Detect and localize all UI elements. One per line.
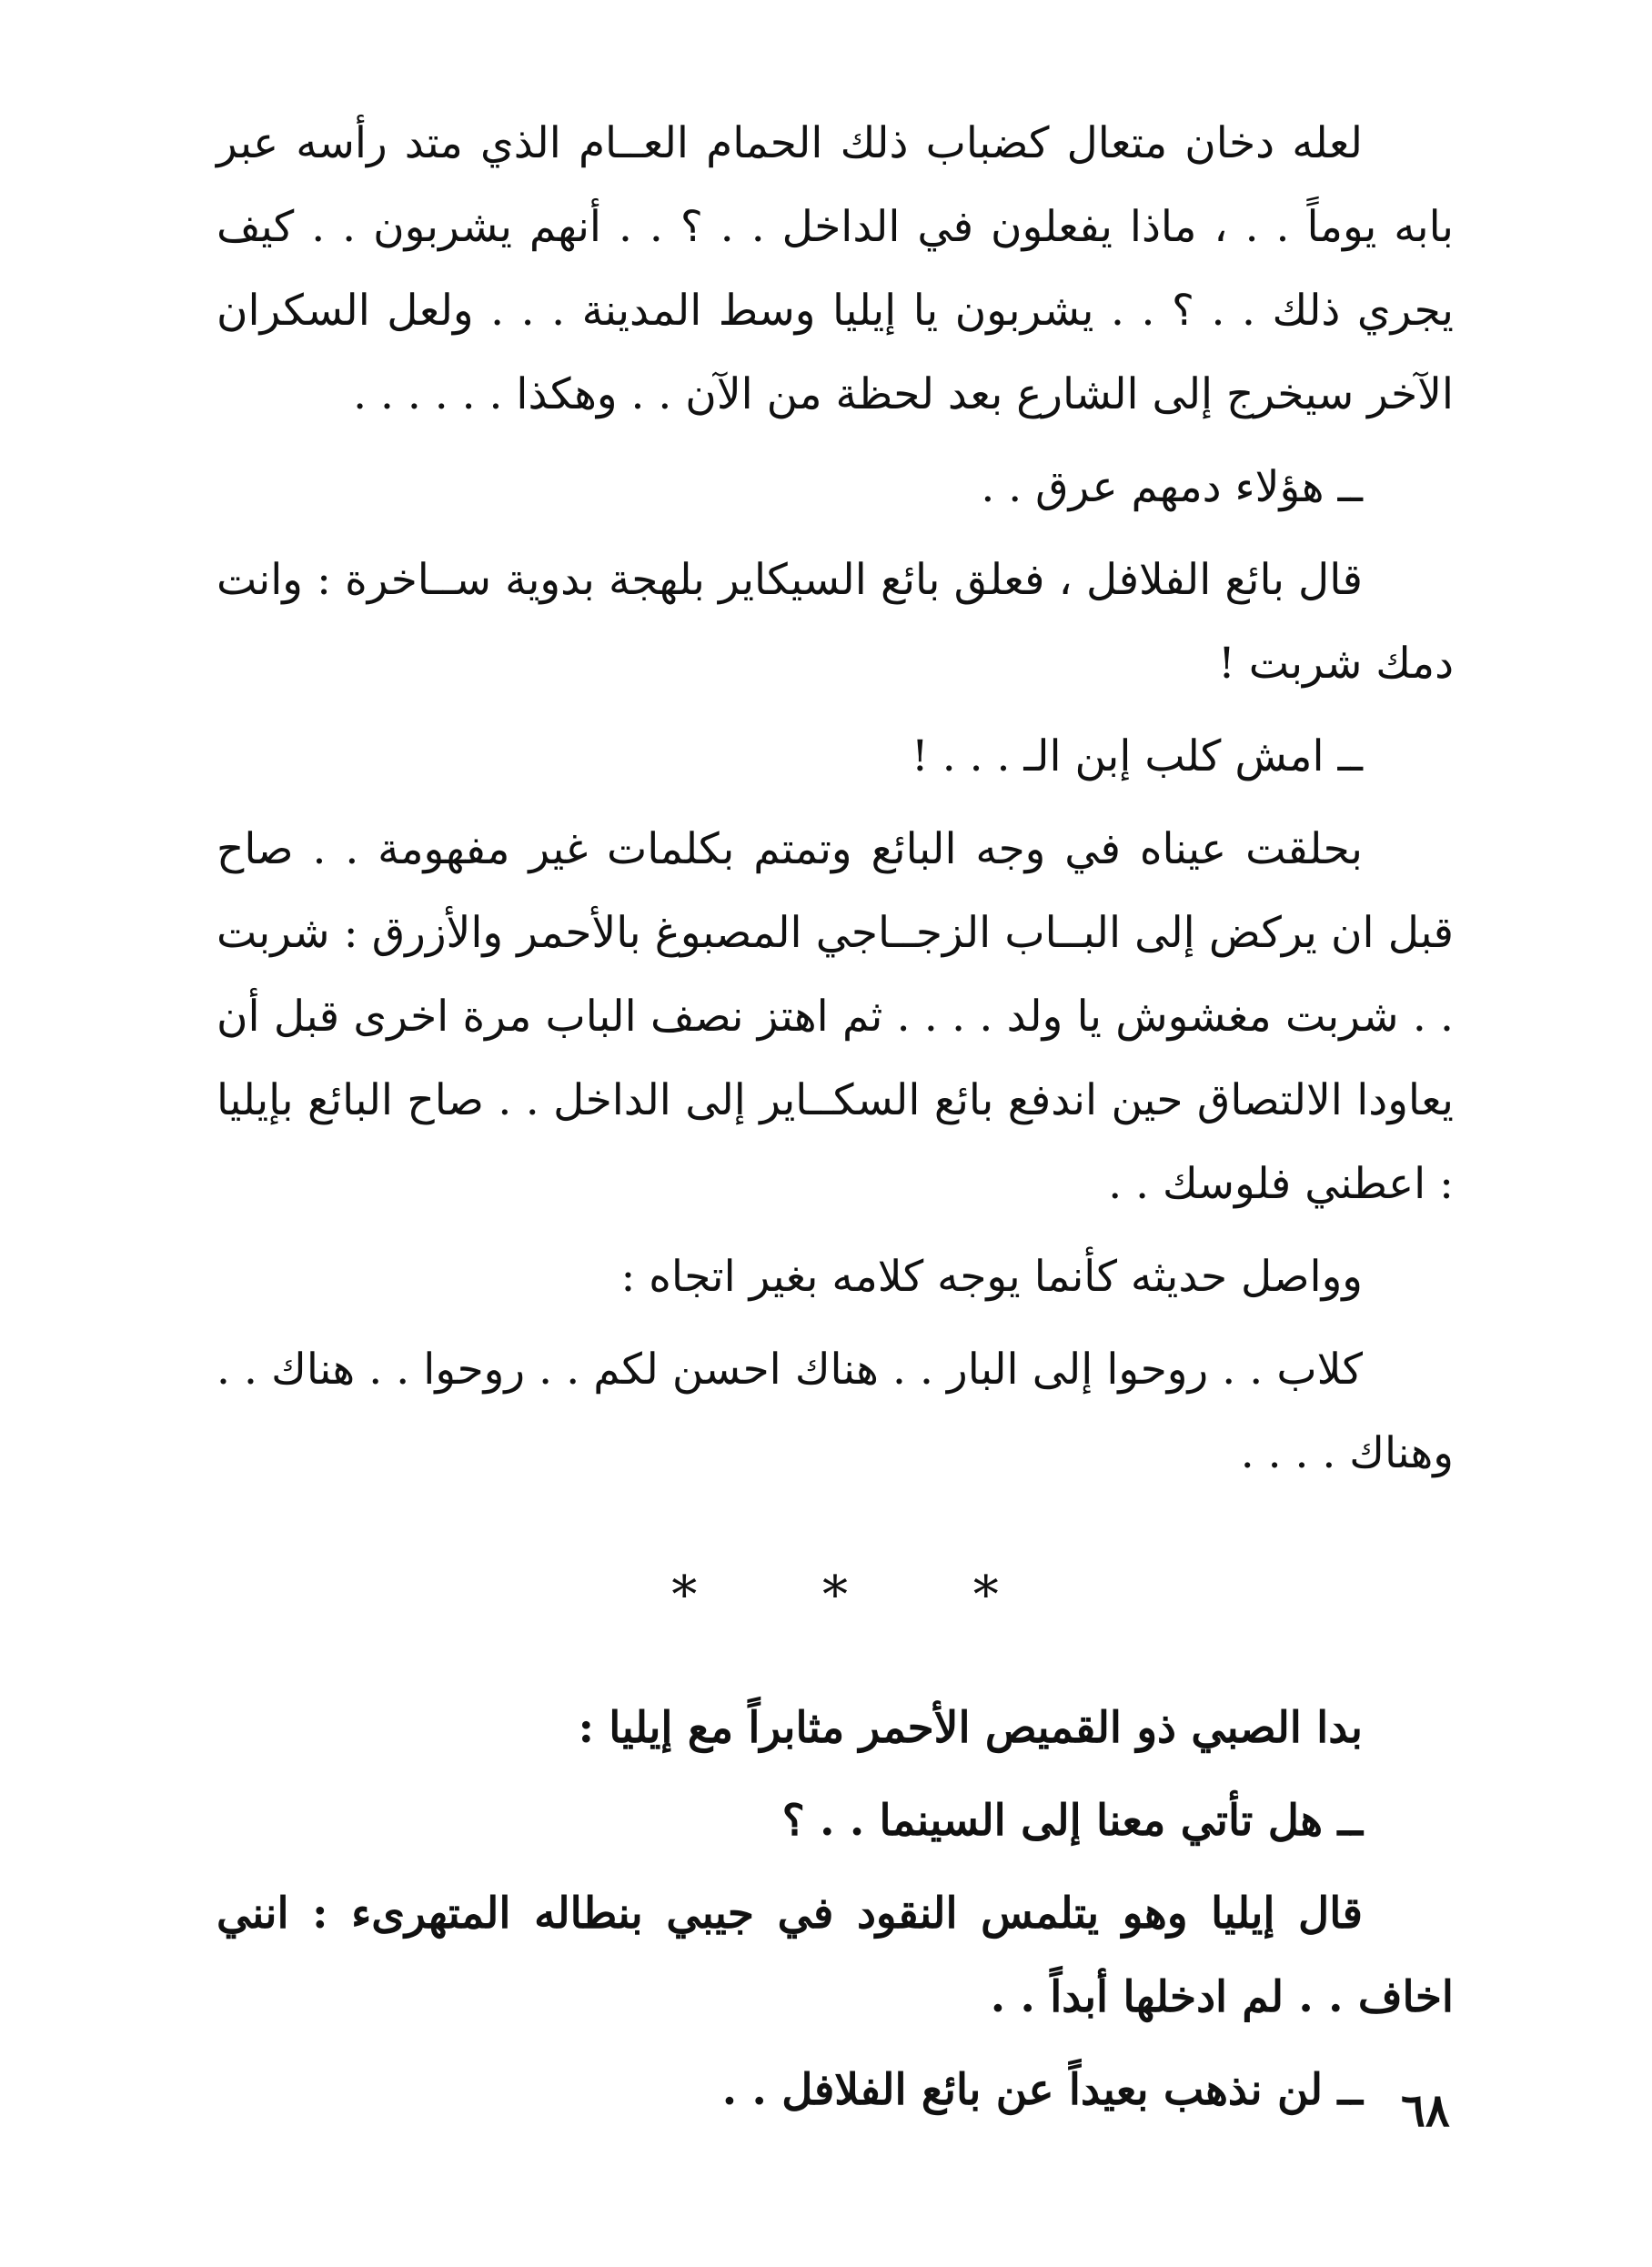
paragraph-3: بحلقت عيناه في وجه البائع وتمتم بكلمات غير مفهومة . . صاح قبل ان يركض إلى البــاب الزجــاجي المصبوغ بالأحمر والأزرق : شربت . . شربت مغشوش يا ولد . . . . ثم اهتز نصف الباب مرة اخرى قبل أن يعاودا الالتصاق حين اندفع بائع السكــاير إلى الداخل . . صاح البائع بإيليا : اعطني فلوسك . . (217, 824, 1454, 1209)
paragraph-5: كلاب . . روحوا إلى البار . . هناك احسن لكم . . روحوا . . هناك . . وهناك . . . . (217, 1345, 1454, 1478)
dialogue-line-2: ــ امش كلب إبن الـ . . . ! (911, 731, 1363, 781)
paragraph-4: وواصل حديثه كأنما يوجه كلامه بغير اتجاه : (620, 1252, 1363, 1302)
paragraph-7: قال إيليا وهو يتلمس النقود في جيبي بنطاله المتهرىء : انني اخاف . . لم ادخلها أبداً . . (217, 1889, 1454, 2022)
section-divider: * * * (671, 1566, 1053, 1625)
paragraph-6: بدا الصبي ذو القميص الأحمر مثابراً مع إيليا : (578, 1703, 1363, 1753)
paragraph-1: لعله دخان متعال كضباب ذلك الحمام العــام الذي متد رأسه عبر بابه يوماً . . ، ماذا يفعلون في الداخل . . ؟ . . أنهم يشربون . . كيف يجري ذلك . . ؟ . . يشربون يا إيليا وسط المدينة . . . ولعل السكران الآخر سيخرج إلى الشارع بعد لحظة من الآن . . وهكذا . . . . . . (217, 118, 1454, 419)
dialogue-line-4: ــ لن نذهب بعيداً عن بائع الفلافل . . (721, 2065, 1363, 2115)
page-body (217, 102, 1454, 2141)
dialogue-line-3: ــ هل تأتي معنا إلى السينما . . ؟ (781, 1796, 1363, 1846)
dialogue-line-1: ــ هؤلاء دمهم عرق . . (981, 462, 1363, 512)
paragraph-2: قال بائع الفلافل ، فعلق بائع السيكاير بلهجة بدوية ســاخرة : وانت دمك شربت ! (217, 555, 1454, 689)
page-number: ٦٨ (1401, 2083, 1450, 2137)
